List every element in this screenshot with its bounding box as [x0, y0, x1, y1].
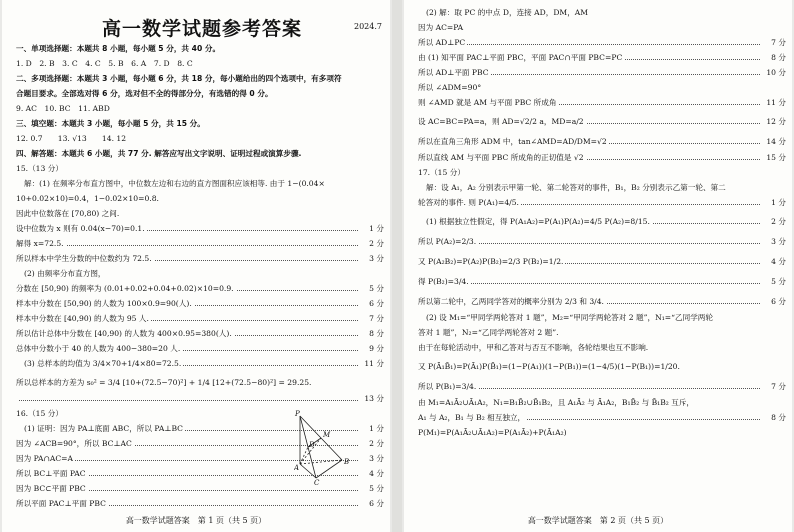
line-text: 16.（15 分）: [16, 409, 63, 418]
answer-line: [16, 209, 384, 219]
line-text: (1) 证明：因为 PA⊥底面 ABC，所以 PA⊥BC: [24, 424, 183, 433]
answer-line: [418, 153, 786, 163]
exam-date: 2024.7: [354, 22, 382, 31]
line-text: 所以 P(B₁)=3/4.: [418, 382, 477, 391]
line-text: 解得 x=72.5.: [16, 239, 64, 248]
answer-line: [418, 117, 786, 127]
line-text: 因为 ∠ACB=90°，所以 BC⊥AC: [16, 439, 132, 448]
answer-line: [418, 297, 786, 307]
score-label: 11 分: [361, 359, 384, 369]
label-m: M: [323, 431, 331, 439]
answer-line: [16, 104, 384, 114]
line-text: 由 (1) 知平面 PAC⊥平面 PBC，平面 PAC∩平面 PBC=PC: [418, 53, 623, 62]
answer-line: [418, 413, 786, 423]
score-label: 9 分: [366, 344, 384, 354]
label-d: D: [309, 441, 315, 449]
score-label: 2 分: [366, 239, 384, 249]
answer-line: [418, 428, 786, 438]
answer-line: [16, 119, 384, 129]
line-text: 17.（15 分）: [418, 168, 465, 177]
score-label: 4 分: [366, 469, 384, 479]
line-text: 样本中分数在 [50,90) 的人数为 100×0.9=90(人).: [16, 299, 192, 308]
answer-line: [16, 378, 384, 388]
score-label: 6 分: [768, 297, 786, 307]
answer-line: [16, 59, 384, 69]
answer-line: [418, 23, 786, 33]
line-text: 因为 PA∩AC=A: [16, 454, 74, 463]
score-label: 7 分: [768, 38, 786, 48]
answer-line: [16, 239, 384, 249]
score-label: 4 分: [768, 257, 786, 267]
line-text: 9. AC 10. BC 11. ABD: [16, 104, 110, 113]
answer-line: [426, 183, 786, 193]
line-text: 四、解答题：本题共 6 小题，共 77 分. 解答应写出文字说明、证明过程或演算步骤.: [16, 149, 302, 158]
score-label: 11 分: [763, 98, 786, 108]
line-text: 得 P(B₂)=3/4.: [418, 277, 469, 286]
answer-line: [16, 329, 384, 339]
score-label: 6 分: [366, 499, 384, 509]
line-text: 所以第二轮中，乙两同学答对的概率分别为 2/3 和 3/4.: [418, 297, 604, 306]
line-text: 则 ∠AMD 就是 AM 与平面 PBC 所成角: [418, 98, 557, 107]
score-label: 6 分: [366, 299, 384, 309]
line-text: (3) 总样本的均值为 3/4×70+1/4×80=72.5.: [24, 359, 182, 368]
answer-line: [418, 362, 786, 372]
answer-line: [418, 68, 786, 78]
answer-line: [418, 343, 786, 353]
score-label: 13 分: [361, 394, 384, 404]
line-text: 合题目要求。全部选对得 6 分，选对但不全的得部分分，有选错的得 0 分。: [16, 89, 273, 98]
line-text: [16, 394, 18, 403]
line-text: 因为 BC⊂平面 PBC: [16, 484, 86, 493]
score-label: 3 分: [366, 454, 384, 464]
label-c: C: [314, 479, 320, 486]
line-text: 轮答对的事件. 则 P(A₁)=4/5.: [418, 198, 519, 207]
score-label: 7 分: [768, 382, 786, 392]
score-label: 3 分: [768, 237, 786, 247]
score-label: 1 分: [768, 198, 786, 208]
line-text: 所以在直角三角形 ADM 中，tan∠AMD=AD/DM=√2: [418, 137, 607, 146]
answer-line: [16, 74, 384, 84]
answer-line: [16, 134, 384, 144]
answer-line: [418, 328, 786, 338]
score-label: 8 分: [768, 53, 786, 63]
answer-page-2: [404, 0, 792, 532]
label-p: P: [295, 410, 300, 418]
answer-line: [24, 269, 384, 279]
score-label: 5 分: [366, 484, 384, 494]
answer-line: [16, 314, 384, 324]
line-text: 三、填空题：本题共 3 小题，每小题 5 分，共 15 分。: [16, 119, 205, 128]
line-text: P(M₁)=P(A₁Ā₂∪Ā₁A₂)=P(A₁Ā₂)+P(Ā₁A₂): [418, 428, 567, 437]
answer-line: [16, 499, 384, 509]
line-text: 所以总样本的方差为 s₀² = 3/4 [10+(72.5−70)²] + 1/4 [12+(72.5−80)²] = 29.25.: [16, 378, 312, 387]
page-footer: 高一数学试题答案 第 1 页（共 5 页）: [125, 516, 267, 525]
line-text: 由 M₁=A₁Ā₂∪Ā₁A₂，N₁=B₁B̄₂∪B̄₁B₂，且 A₁Ā₂ 与 Ā₁A₂，B₁B̄₂ 与 B̄₁B₂ 互斥，: [418, 398, 695, 407]
line-text: 1. D 2. B 3. C 4. C 5. B 6. A 7. D 8. C: [16, 59, 193, 68]
answer-line: [418, 382, 786, 392]
score-label: 2 分: [366, 439, 384, 449]
score-label: 7 分: [366, 314, 384, 324]
answer-line: [16, 299, 384, 309]
line-text: 二、多项选择题：本题共 3 小题，每小题 6 分，共 18 分，每小题给出的四个选项中，有多项符: [16, 74, 342, 83]
answer-line: [418, 277, 786, 287]
page-title: 高一数学试题参考答案: [102, 18, 303, 40]
line-text: (1) 根据独立性假定，得 P(A₁A₂)=P(A₁)P(A₂)=4/5 P(A₂)=8/15.: [426, 217, 650, 226]
score-label: 8 分: [768, 413, 786, 423]
answer-line: [16, 394, 384, 404]
line-text: 解：设 A₁，A₂ 分别表示甲第一轮、第二轮答对的事件，B₁，B₂ 分别表示乙第一轮、第二: [426, 183, 726, 192]
answer-line: [418, 398, 786, 408]
score-label: 12 分: [763, 117, 786, 127]
answer-line: [418, 237, 786, 247]
line-text: 12. 0.7 13. √13 14. 12: [16, 134, 127, 143]
score-label: 8 分: [366, 329, 384, 339]
leader-dots: [16, 245, 358, 246]
answer-line: [16, 344, 384, 354]
answer-line: [16, 89, 384, 99]
answer-line: [16, 44, 384, 54]
answer-line: [418, 257, 786, 267]
answer-page-1: [2, 0, 390, 532]
score-label: 1 分: [366, 424, 384, 434]
answer-line: [418, 53, 786, 63]
score-label: 3 分: [366, 254, 384, 264]
score-label: 15 分: [763, 153, 786, 163]
line-text: 10+0.02×10)=0.4，1−0.02×10=0.8.: [16, 194, 159, 203]
line-text: 因此中位数落在 [70,80) 之间.: [16, 209, 120, 218]
line-text: 一、单项选择题：本题共 8 小题，每小题 5 分，共 40 分。: [16, 44, 221, 53]
line-text: 所以平面 PAC⊥平面 PBC: [16, 499, 106, 508]
line-text: 样本中分数在 [40,90) 的人数为 95 人.: [16, 314, 149, 323]
answer-line: [16, 194, 384, 204]
answer-line: [418, 168, 786, 178]
line-text: 所以样本中学生分数的中位数约为 72.5.: [16, 254, 152, 263]
answer-line: [418, 198, 786, 208]
answer-line: [16, 284, 384, 294]
answer-line: [16, 164, 384, 174]
score-label: 2 分: [768, 217, 786, 227]
line-text: 所以 AD⊥PC: [418, 38, 466, 47]
line-text: 设 AC=BC=PA=a，则 AD=√2/2 a，MD=a/2: [418, 117, 584, 126]
line-text: 答对 1 题”，N₂=“乙同学两轮答对 2 题”.: [418, 328, 559, 337]
answer-line: [418, 38, 786, 48]
label-b: B: [344, 458, 350, 466]
line-text: 由于在每轮活动中，甲和乙答对与否互不影响，各轮结果也互不影响.: [418, 343, 649, 352]
line-text: 又 P(Ā₁B̄₁)=P(Ā₁)P(B̄₁)=(1−P(A₁))(1−P(B₁))=(1−4/5)(1−P(B₁))=1/20.: [418, 362, 680, 371]
leader-dots: [16, 400, 358, 401]
answer-line: [16, 254, 384, 264]
score-label: 10 分: [763, 68, 786, 78]
score-label: 1 分: [366, 224, 384, 234]
line-text: 15.（13 分）: [16, 164, 63, 173]
answer-line: [418, 83, 786, 93]
pyramid-figure: [294, 410, 356, 486]
header: [2, 14, 390, 38]
score-label: 14 分: [763, 137, 786, 147]
line-text: 设中位数为 x 则有 0.04(x−70)=0.1.: [16, 224, 145, 233]
line-text: 因为 AC=PA: [418, 23, 464, 32]
line-text: A₁ 与 A₂，B₁ 与 B₂ 相互独立，: [418, 413, 526, 422]
line-text: 分数在 [50,90) 的频率为 (0.01+0.02+0.04+0.02)×10=0.9.: [16, 284, 234, 293]
line-text: 所以 AD⊥平面 PBC: [418, 68, 489, 77]
line-text: (2) 设 M₁=“甲同学两轮答对 1 题”，M₂=“甲同学两轮答对 2 题”，N₁=“乙同学两轮: [426, 313, 713, 322]
page-gutter: [392, 0, 402, 532]
label-a: A: [294, 464, 300, 472]
line-text: 解：(1) 在频率分布直方图中，中位数左边和右边的直方图面积应该相等. 由于 1−(0.04×: [24, 179, 325, 188]
line-text: 总体中分数小于 40 的人数为 400−380=20 人.: [16, 344, 181, 353]
line-text: 所以估计总体中分数在 [40,90) 的人数为 400×0.95=380(人).: [16, 329, 232, 338]
score-label: 5 分: [366, 284, 384, 294]
line-text: 所以 BC⊥平面 PAC: [16, 469, 86, 478]
line-text: 所以 ∠ADM=90°: [418, 83, 482, 92]
answer-line: [16, 224, 384, 234]
line-text: 所以直线 AM 与平面 PBC 所成角的正切值是 √2: [418, 153, 584, 162]
answer-line: [426, 217, 786, 227]
score-label: 5 分: [768, 277, 786, 287]
line-text: (2) 由频率分布直方图，: [24, 269, 106, 278]
answer-line: [24, 359, 384, 369]
line-text: 又 P(A₂B₂)=P(A₂)P(B₂)=2/3 P(B₂)=1/2.: [418, 257, 564, 266]
answer-line: [426, 313, 786, 323]
page-footer: 高一数学试题答案 第 2 页（共 5 页）: [527, 516, 669, 525]
answer-line: [418, 137, 786, 147]
line-text: (2) 解：取 PC 的中点 D，连接 AD，DM，AM: [426, 8, 589, 17]
answer-line: [418, 98, 786, 108]
line-text: 所以 P(A₂)=2/3.: [418, 237, 477, 246]
answer-line: [426, 8, 786, 18]
answer-line: [24, 179, 384, 189]
leader-dots: [418, 44, 760, 45]
answer-line: [16, 149, 384, 159]
